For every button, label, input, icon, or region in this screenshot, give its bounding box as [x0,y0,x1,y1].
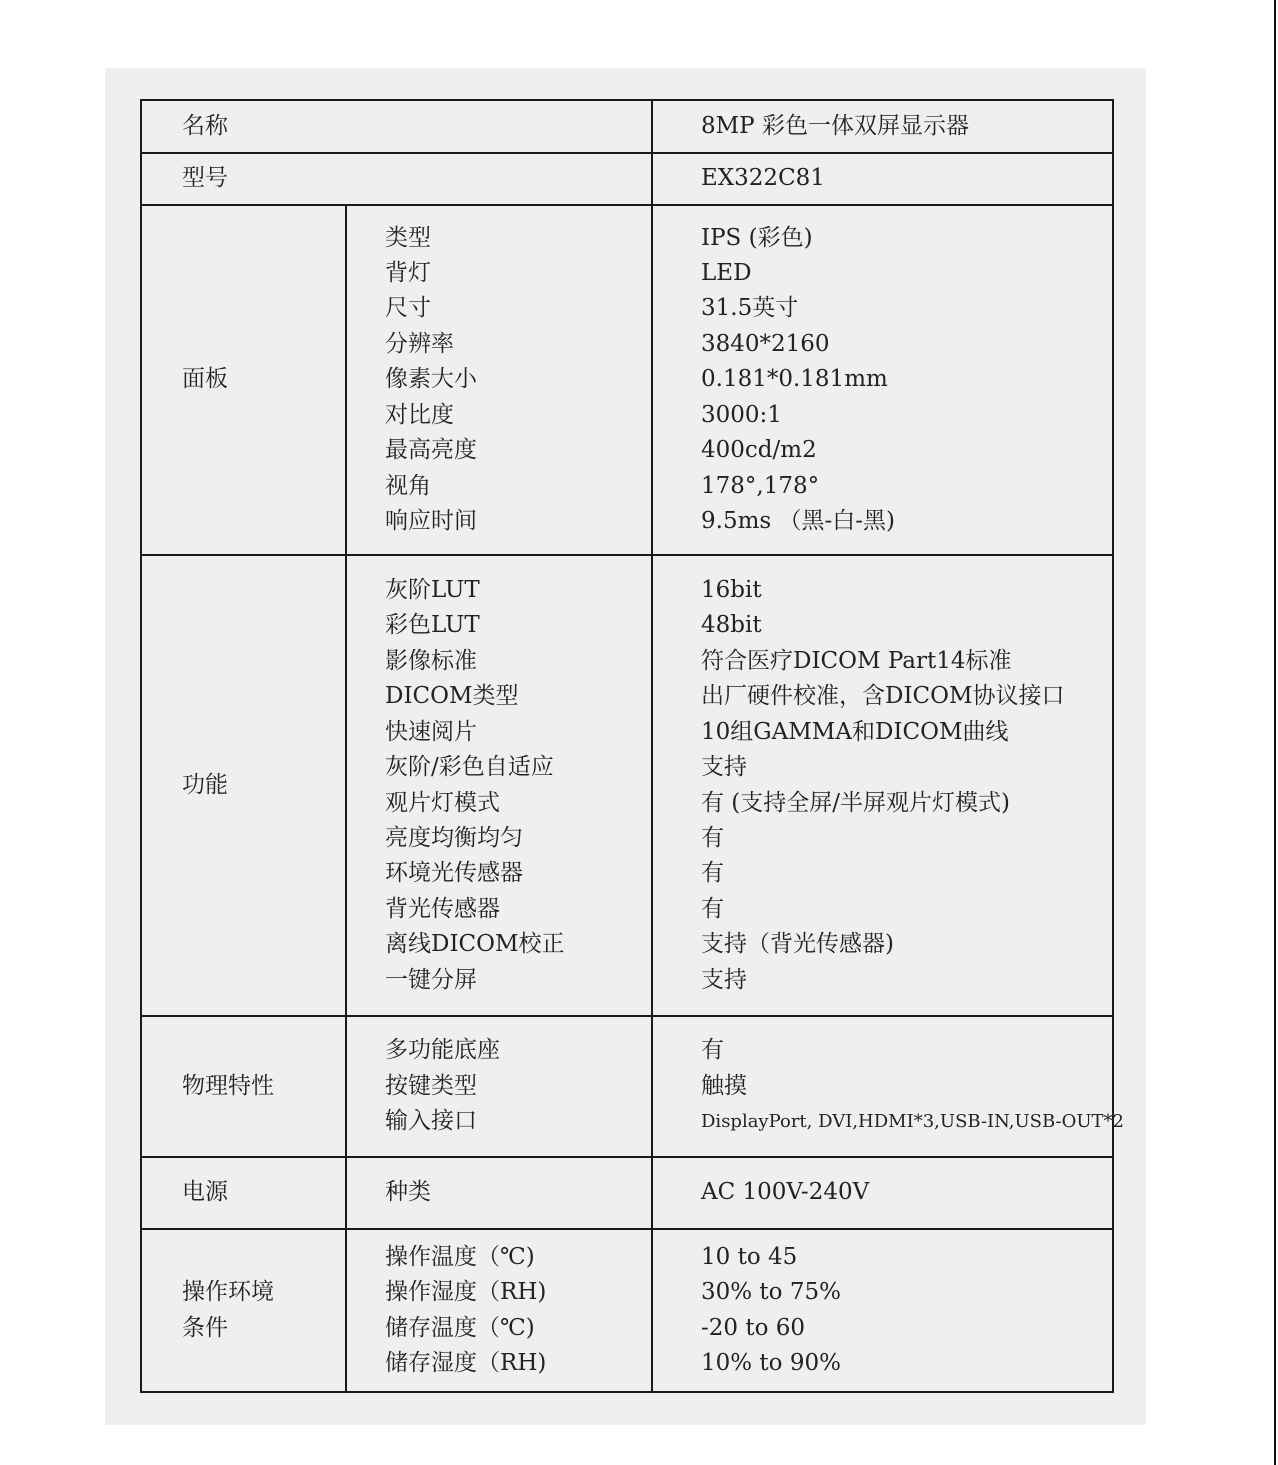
list-item: 彩色LUT [385,612,480,639]
environment-label-line2: 条件 [182,1314,228,1341]
name-label: 名称 [141,100,652,153]
list-item: 操作温度（℃) [385,1243,535,1270]
row-function [141,555,1113,1016]
list-item: 9.5ms （黑-白-黑) [701,507,896,534]
list-item: 对比度 [385,401,454,428]
list-item: 一键分屏 [385,966,477,993]
list-item: 48bit [701,612,762,639]
list-item: 有 [701,824,724,851]
panel-label: 面板 [141,205,346,555]
list-item: 10% to 90% [701,1349,841,1376]
list-item: 触摸 [701,1072,747,1099]
list-item: 178°,178° [701,472,820,499]
list-item: 有 (支持全屏/半屏观片灯模式) [701,789,1011,816]
list-item: 快速阅片 [385,718,477,745]
name-value: 8MP 彩色一体双屏显示器 [652,100,1113,153]
list-item: DICOM类型 [385,683,519,710]
row-physical [141,1016,1113,1157]
list-item: 像素大小 [385,366,477,393]
physical-values [701,1033,1124,1139]
list-item: 背光传感器 [385,895,500,922]
power-value: AC 100V-240V [652,1157,1113,1229]
row-environment [141,1229,1113,1392]
row-model [141,153,1113,205]
row-name [141,100,1113,153]
list-item: 离线DICOM校正 [385,931,565,958]
environment-label [182,1275,345,1346]
model-label: 型号 [141,153,652,205]
list-item: 有 [701,1037,724,1064]
list-item: 支持 [701,966,747,993]
list-item: 3000:1 [701,401,782,428]
list-item: 尺寸 [385,295,431,322]
panel-items [385,221,651,540]
list-item: 视角 [385,472,431,499]
list-item: 环境光传感器 [385,860,523,887]
environment-items [385,1240,651,1382]
list-item: 类型 [385,224,431,251]
physical-items [385,1033,651,1139]
panel-values [701,221,1112,540]
list-item: IPS (彩色) [701,224,813,251]
list-item: 10组GAMMA和DICOM曲线 [701,718,1009,745]
page-edge-rule [1274,0,1276,1465]
list-item: DisplayPort, DVI,HDMI*3,USB-IN,USB-OUT*2 [701,1111,1124,1133]
power-item: 种类 [346,1157,652,1229]
list-item: 灰阶/彩色自适应 [385,754,554,781]
list-item: 亮度均衡均匀 [385,824,523,851]
list-item: 符合医疗DICOM Part14标准 [701,647,1012,674]
list-item: 背灯 [385,260,431,287]
model-value: EX322C81 [652,153,1113,205]
list-item: 有 [701,860,724,887]
list-item: 观片灯模式 [385,789,500,816]
list-item: 影像标准 [385,647,477,674]
list-item: 30% to 75% [701,1279,841,1306]
power-label: 电源 [141,1157,346,1229]
list-item: 支持 [701,754,747,781]
list-item: LED [701,260,752,287]
list-item: 最高亮度 [385,437,477,464]
list-item: 分辨率 [385,330,454,357]
list-item: 输入接口 [385,1108,477,1135]
list-item: 31.5英寸 [701,295,799,322]
list-item: 储存温度（℃) [385,1314,535,1341]
list-item: 有 [701,895,724,922]
physical-label: 物理特性 [141,1016,346,1157]
list-item: 16bit [701,577,762,604]
environment-label-line1: 操作环境 [182,1279,274,1306]
list-item: 多功能底座 [385,1037,500,1064]
list-item: 3840*2160 [701,330,830,357]
list-item: 0.181*0.181mm [701,366,888,393]
list-item: 400cd/m2 [701,437,817,464]
function-label: 功能 [141,555,346,1016]
list-item: 10 to 45 [701,1243,798,1270]
list-item: 储存湿度（RH) [385,1349,547,1376]
list-item: 操作湿度（RH) [385,1279,547,1306]
list-item: 响应时间 [385,507,477,534]
list-item: 灰阶LUT [385,577,480,604]
list-item: -20 to 60 [701,1314,806,1341]
row-power [141,1157,1113,1229]
function-values [701,573,1112,998]
spec-table [140,99,1124,1393]
row-panel [141,205,1113,555]
environment-values [701,1240,1112,1382]
list-item: 出厂硬件校准，含DICOM协议接口 [701,683,1065,710]
list-item: 支持（背光传感器) [701,931,894,958]
list-item: 按键类型 [385,1072,477,1099]
function-items [385,573,651,998]
